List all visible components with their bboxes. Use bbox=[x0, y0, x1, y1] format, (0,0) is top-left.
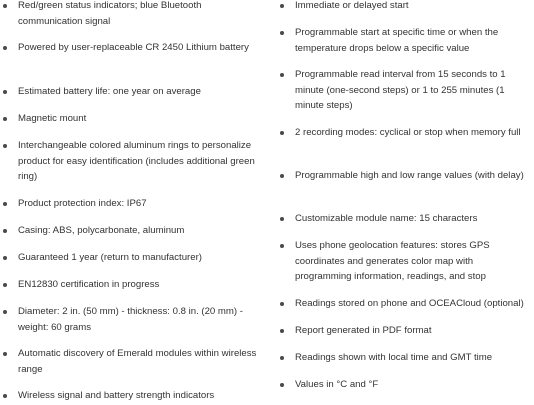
list-item bbox=[0, 250, 268, 266]
list-item bbox=[277, 0, 531, 14]
bullet-icon bbox=[280, 174, 284, 178]
list-item bbox=[277, 296, 531, 312]
bullet-icon bbox=[280, 131, 284, 135]
list-item-text: Customizable module name: 15 characters bbox=[295, 213, 478, 224]
list-item bbox=[0, 277, 268, 293]
list-item bbox=[277, 211, 531, 227]
list-item-text: Interchangeable colored aluminum rings to personalize product for easy identification (includes additional green ring) bbox=[18, 140, 255, 182]
list-item-text: Product protection index: IP67 bbox=[18, 198, 147, 209]
list-item-text: Programmable high and low range values (with delay) bbox=[295, 170, 524, 181]
bullet-icon bbox=[3, 283, 7, 287]
list-item-text: Programmable start at specific time or when the temperature drops below a specific value bbox=[295, 27, 499, 54]
list-item-text: Magnetic mount bbox=[18, 113, 87, 124]
list-item-text: Readings shown with local time and GMT time bbox=[295, 352, 493, 363]
bullet-icon bbox=[3, 202, 7, 206]
list-item bbox=[0, 304, 268, 335]
bullet-icon bbox=[280, 4, 284, 8]
list-item-text: Diameter: 2 in. (50 mm) - thickness: 0.8 in. (20 mm) - weight: 60 grams bbox=[18, 306, 243, 333]
bullet-icon bbox=[3, 46, 7, 50]
bullet-icon bbox=[3, 229, 7, 233]
list-item-text: Readings stored on phone and OCEACloud (optional) bbox=[295, 298, 524, 309]
list-item-text: Values in °C and °F bbox=[295, 379, 379, 390]
bullet-icon bbox=[280, 356, 284, 360]
bullet-icon bbox=[280, 31, 284, 35]
list-item-text: Estimated battery life: one year on average bbox=[18, 86, 201, 97]
list-item-text: Report generated in PDF format bbox=[295, 325, 432, 336]
bullet-icon bbox=[280, 217, 284, 221]
list-item bbox=[0, 223, 268, 239]
list-item bbox=[0, 0, 268, 29]
list-item bbox=[277, 377, 531, 393]
bullet-icon bbox=[3, 310, 7, 314]
list-item-text: Automatic discovery of Emerald modules within wireless range bbox=[18, 348, 257, 375]
bullet-icon bbox=[280, 329, 284, 333]
list-item bbox=[0, 346, 268, 377]
bullet-icon bbox=[280, 244, 284, 248]
bullet-icon bbox=[280, 302, 284, 306]
list-item-text: Red/green status indicators; blue Bluetooth communication signal bbox=[18, 0, 202, 27]
bullet-icon bbox=[280, 383, 284, 387]
bullet-icon bbox=[3, 256, 7, 260]
bullet-icon bbox=[3, 394, 7, 398]
bullet-icon bbox=[3, 352, 7, 356]
list-item bbox=[0, 40, 268, 56]
list-item-text: Wireless signal and battery strength indicators bbox=[18, 390, 215, 401]
bullet-icon bbox=[3, 144, 7, 148]
bullet-icon bbox=[3, 90, 7, 94]
list-item bbox=[0, 196, 268, 212]
bullet-icon bbox=[280, 73, 284, 77]
list-item-text: Programmable read interval from 15 seconds to 1 minute (one-second steps) or 1 to 255 minutes (1 minute steps) bbox=[295, 69, 506, 111]
list-item bbox=[277, 125, 531, 141]
list-item bbox=[277, 238, 531, 285]
list-item-text: Guaranteed 1 year (return to manufacturer) bbox=[18, 252, 202, 263]
bullet-icon bbox=[3, 4, 7, 8]
list-item bbox=[277, 350, 531, 366]
list-item-text: Casing: ABS, polycarbonate, aluminum bbox=[18, 225, 185, 236]
list-item-text: 2 recording modes: cyclical or stop when memory full bbox=[295, 127, 521, 138]
list-item-text: Powered by user-replaceable CR 2450 Lithium battery bbox=[18, 42, 249, 53]
list-item bbox=[0, 138, 268, 185]
list-item-text: Uses phone geolocation features: stores GPS coordinates and generates color map with programming information, readings, and stop bbox=[295, 240, 490, 282]
bullet-icon bbox=[3, 117, 7, 121]
list-item bbox=[0, 111, 268, 127]
list-item bbox=[277, 67, 531, 114]
list-item bbox=[0, 388, 268, 404]
list-item bbox=[277, 168, 531, 184]
list-item-text: EN12830 certification in progress bbox=[18, 279, 160, 290]
list-item bbox=[277, 323, 531, 339]
list-item bbox=[277, 25, 531, 56]
list-item-text: Immediate or delayed start bbox=[295, 0, 409, 11]
list-item bbox=[0, 84, 268, 100]
